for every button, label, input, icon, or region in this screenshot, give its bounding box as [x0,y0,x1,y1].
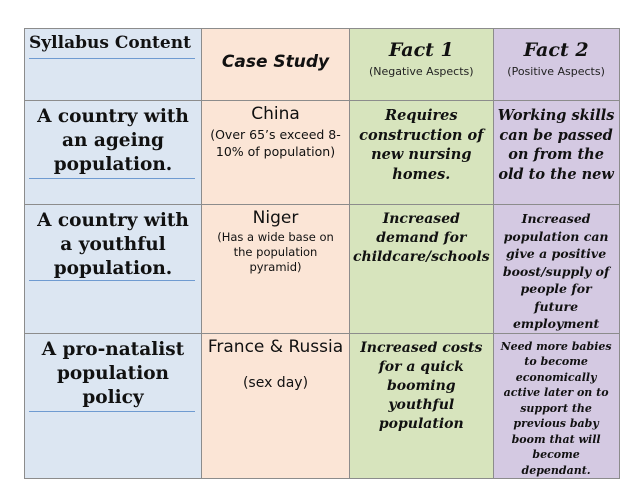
fact1-text: Requires construction of new nursing homes. [359,107,484,183]
fact2-subtitle: (Positive Aspects) [507,65,605,78]
case-name: China [251,104,300,124]
syllabus-cell [25,205,202,334]
underline [29,178,195,179]
case-note: (Over 65’s exceed 8-10% of population) [210,127,341,159]
fact1-header-cell [350,29,494,101]
case-study-cell [202,333,350,479]
fact1-cell [350,333,494,479]
fact1-subtitle: (Negative Aspects) [369,65,474,78]
case-extra: (sex day) [242,374,309,391]
syllabus-table [24,28,620,479]
underline [29,58,195,59]
table-row [25,101,620,205]
syllabus-header-cell [25,29,202,101]
syllabus-header: Syllabus Content [29,33,191,53]
case-note: (Has a wide base on the population pyramid) [217,230,334,274]
fact2-text: Increased population can give a positive boost/supply of people for future employment [502,211,610,331]
fact2-cell [493,205,619,334]
underline [29,411,195,412]
fact1-cell [350,101,494,205]
fact2-title: Fact 2 [523,39,589,61]
fact1-cell [350,205,494,334]
fact1-title: Fact 1 [388,39,454,61]
fact2-text: Working skills can be passed on from the old to the new [497,107,615,183]
table-row [25,205,620,334]
fact2-cell [493,333,619,479]
header-row [25,29,620,101]
syllabus-text: A country with a youthful population. [37,210,189,279]
case-study-header-cell [202,29,350,101]
underline [29,280,195,281]
fact2-text: Need more babies to become economically active later on to support the previous baby boom that will become dependant. [500,339,612,477]
table-row [25,333,620,479]
fact2-cell [493,101,619,205]
fact1-text: Increased costs for a quick booming youthful population [360,339,483,432]
case-name: Niger [252,208,299,228]
syllabus-text: A country with an ageing population. [37,106,189,175]
case-study-cell [202,101,350,205]
fact2-header-cell [493,29,619,101]
case-study-cell [202,205,350,334]
case-name: France & Russia [207,336,344,357]
syllabus-cell [25,333,202,479]
fact1-text: Increased demand for childcare/schools [353,211,490,265]
syllabus-text: A pro-natalist population policy [41,338,185,408]
syllabus-cell [25,101,202,205]
case-study-header: Case Study [221,52,330,72]
